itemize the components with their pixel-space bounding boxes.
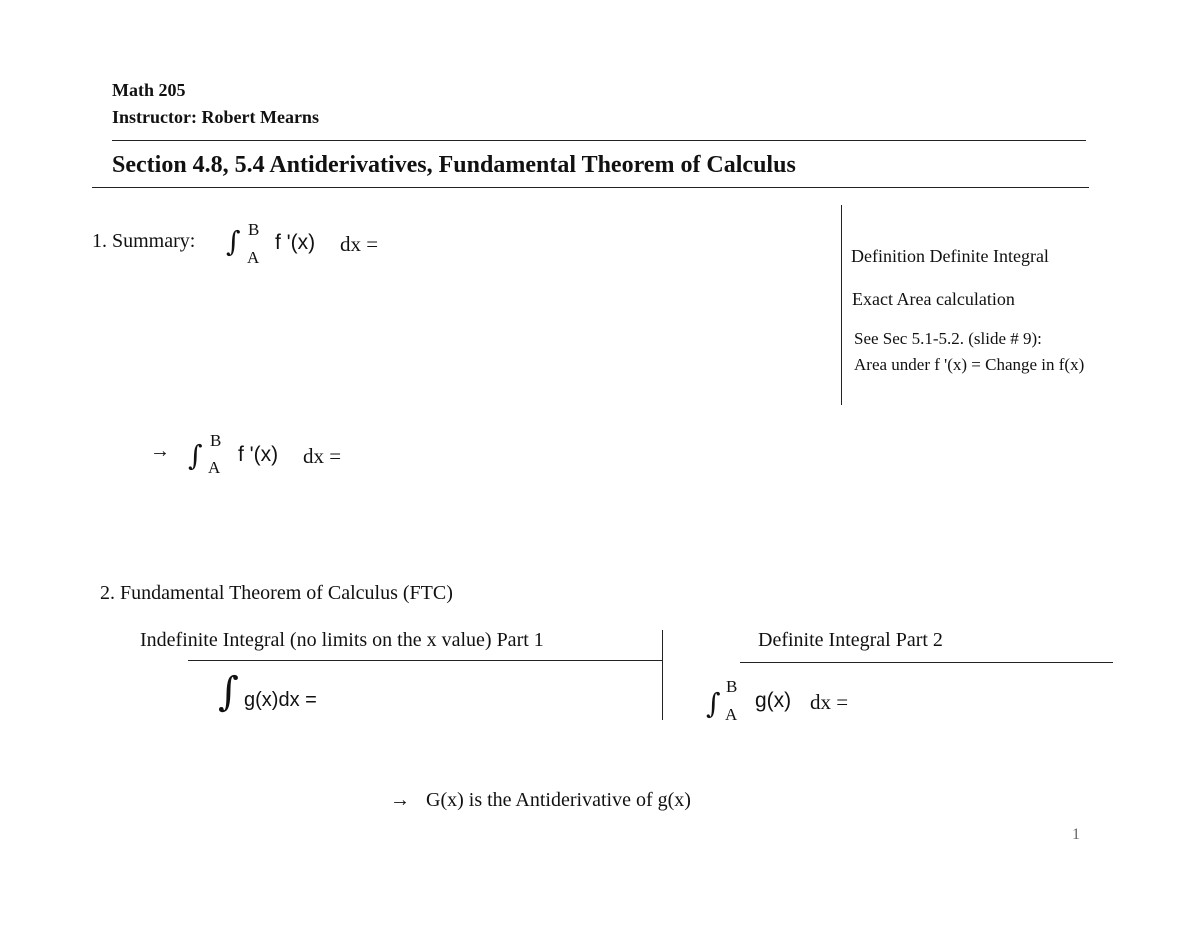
page-number: 1 bbox=[1072, 826, 1080, 843]
integral-sign-icon: ∫ bbox=[706, 687, 721, 720]
sidebar-divider bbox=[841, 205, 842, 405]
table-rule-right bbox=[740, 662, 1113, 663]
sidebar-area-calc: Exact Area calculation bbox=[852, 289, 1015, 309]
arrow-icon: → bbox=[390, 789, 410, 811]
part2-upper-limit: B bbox=[726, 677, 738, 696]
sidebar-definition: Definition Definite Integral bbox=[851, 246, 1049, 266]
table-rule-left bbox=[188, 660, 663, 661]
section-title: Section 4.8, 5.4 Antiderivatives, Fundamental Theorem of Calculus bbox=[112, 152, 796, 178]
header-rule bbox=[112, 140, 1086, 141]
integral-sign-icon: ∫ bbox=[188, 439, 203, 472]
summary-upper-limit: B bbox=[248, 220, 260, 239]
arrow-upper-limit: B bbox=[210, 431, 222, 450]
conclusion-text: G(x) is the Antiderivative of g(x) bbox=[426, 789, 691, 811]
summary-lower-limit: A bbox=[247, 248, 260, 267]
summary-dx: dx = bbox=[340, 232, 379, 256]
arrow-dx: dx = bbox=[303, 444, 342, 468]
course-title: Math 205 bbox=[112, 80, 186, 100]
arrow-icon: → bbox=[150, 440, 170, 462]
integral-sign-icon: ∫ bbox=[226, 225, 241, 258]
title-rule bbox=[92, 187, 1089, 188]
summary-label: 1. Summary: bbox=[92, 230, 196, 252]
part2-lower-limit: A bbox=[725, 705, 738, 724]
instructor-name: Instructor: Robert Mearns bbox=[112, 107, 319, 127]
part2-header: Definite Integral Part 2 bbox=[758, 629, 943, 651]
sidebar-area-under: Area under f '(x) = Change in f(x) bbox=[854, 355, 1085, 374]
part2-dx: dx = bbox=[810, 690, 849, 714]
arrow-lower-limit: A bbox=[208, 458, 221, 477]
summary-integrand: f '(x) bbox=[275, 231, 316, 254]
sidebar-see-section: See Sec 5.1-5.2. (slide # 9): bbox=[854, 329, 1042, 348]
integral-sign-icon: ∫ bbox=[218, 669, 239, 715]
part1-expression: g(x)dx = bbox=[244, 689, 317, 711]
arrow-integrand: f '(x) bbox=[238, 443, 279, 466]
ftc-heading: 2. Fundamental Theorem of Calculus (FTC) bbox=[100, 582, 453, 604]
part2-integrand: g(x) bbox=[755, 689, 792, 712]
part1-header: Indefinite Integral (no limits on the x value) Part 1 bbox=[140, 629, 544, 651]
table-divider bbox=[662, 630, 663, 720]
